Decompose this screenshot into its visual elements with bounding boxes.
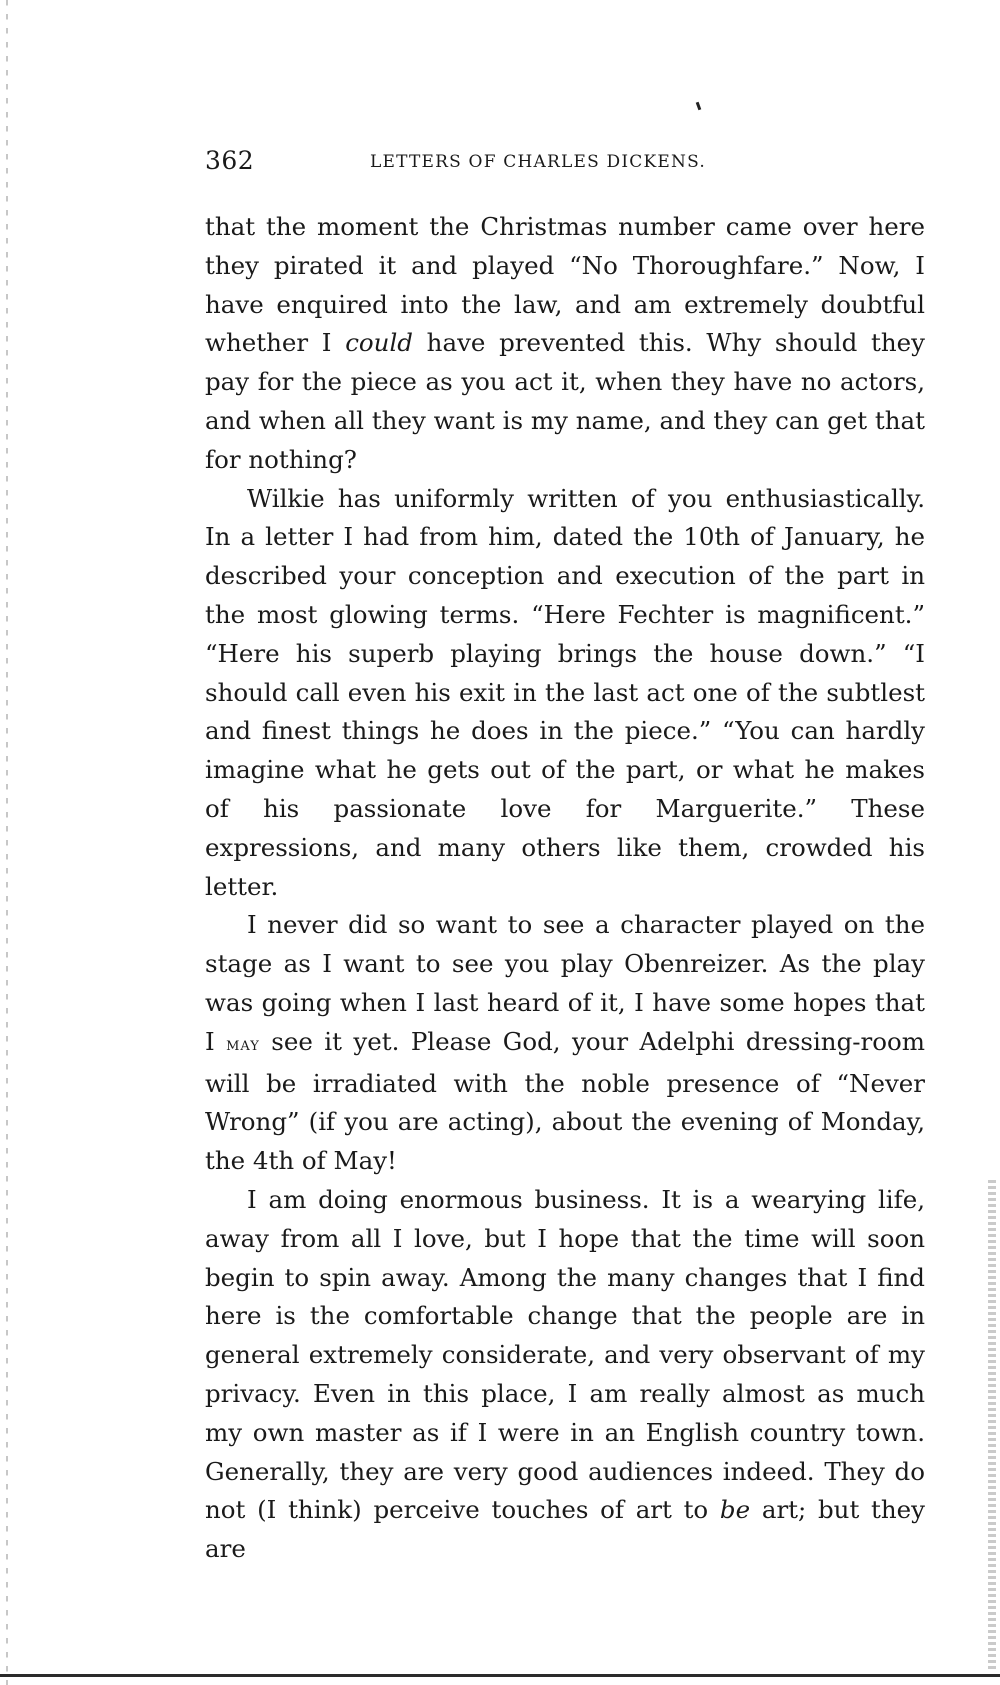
paragraph-1 (205, 208, 925, 480)
text-run: that the moment the Christmas number came over here they pirated it and played “No Thoroughfare.” Now, I have enquired into the law, and am extremely doubtful whether I (205, 212, 925, 358)
paragraph-4 (205, 1181, 925, 1569)
page-bottom-edge (0, 1674, 1000, 1677)
text-run: see it yet. Please God, your Adelphi dressing-room will be irradiated with the noble presence of “Never Wrong” (if you are acting), about the evening of Monday, the 4th of May! (205, 1026, 925, 1176)
paragraph-2 (205, 480, 925, 907)
running-head: LETTERS OF CHARLES DICKENS. (370, 152, 706, 172)
scan-gutter-left (6, 0, 8, 1685)
paragraph-3 (205, 906, 925, 1181)
text-run: Wilkie has uniformly written of you enthusiastically. In a letter I had from him, dated the 10th of January, he described your conception and execution of the part in the most glowing terms. “Here Fechter is magnificent.” “Here his superb playing brings the house down.” “I should call even his exit in the last act one of the subtlest and finest things he does in the piece.” “You can hardly imagine what he gets out of the part, or what he makes of his passionate love for Marguerite.” These expressions, and many others like them, crowded his letter. (205, 483, 925, 901)
italic-run: could (345, 328, 413, 358)
italic-run: be (719, 1495, 751, 1525)
text-run: art; but they are (205, 1495, 925, 1564)
text-run: have prevented this. Why should they pay for the piece as you act it, when they have no actors, and when all they want is my name, and they can get that for nothing? (205, 328, 925, 474)
scan-edge-right (988, 1180, 996, 1670)
page-header (205, 146, 925, 176)
scan-speck (696, 102, 702, 111)
page-number: 362 (205, 146, 255, 175)
text-run: I never did so want to see a character played on the stage as I want to see you play Obenreizer. As the play was going when I last heard of it, I have some hopes that I (205, 910, 925, 1056)
text-run: I am doing enormous business. It is a wearying life, away from all I love, but I hope that the time will soon begin to spin away. Among the many changes that I find here is the comfortable change that the people are in general extremely considerate, and very observant of my privacy. Even in this place, I am really almost as much my own master as if I were in an English country town. Generally, they are very good audiences indeed. They do not (I think) perceive touches of art to (205, 1184, 925, 1525)
body-text (205, 208, 925, 1569)
smallcaps-run: may (226, 1033, 260, 1055)
